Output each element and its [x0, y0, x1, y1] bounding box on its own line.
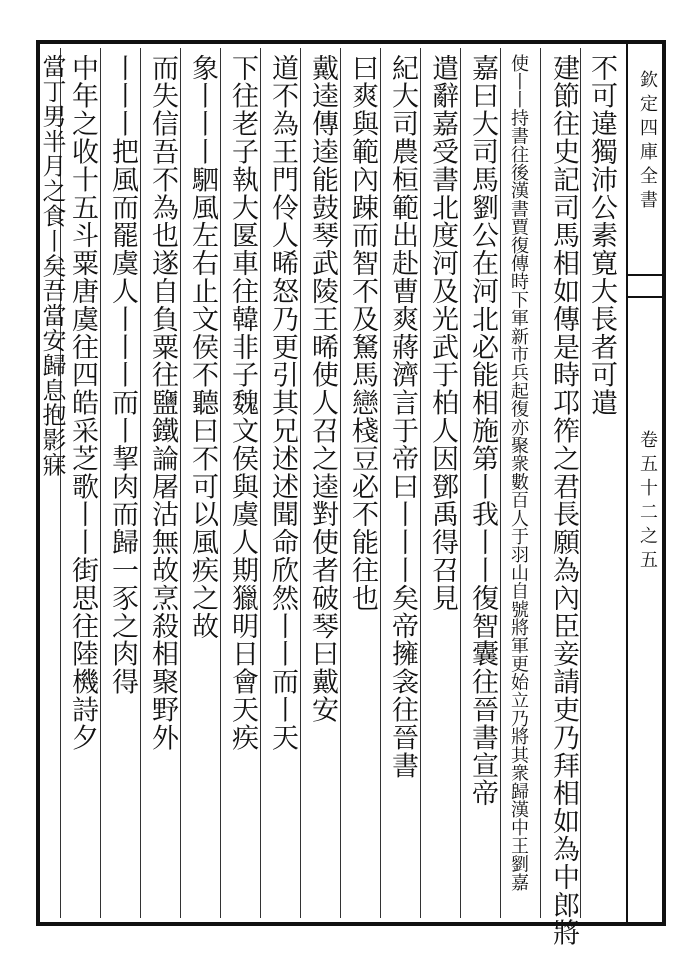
margin-title: 欽定四庫全書 [637, 70, 658, 214]
text-column-13: 丨丨丨把風而罷虞人丨丨丨而丨挈肉而歸一豕之肉得 [107, 54, 138, 696]
text-column-11: 象丨丨丨駟風左右止文侯不聽曰不可以風疾之故 [187, 54, 218, 640]
margin-strip [626, 40, 666, 926]
text-column-5: 遣辭嘉受書北度河及光武于柏人因鄧禹得召見 [427, 54, 458, 612]
column-rule [100, 48, 101, 918]
text-column-10: 下往老子執大匽車往韓非子魏文侯與虞人期獵明日會天疾 [227, 54, 258, 752]
text-column-15: 當丁男半月之食丨矣吾當安歸息抱影寐 [38, 54, 66, 478]
column-rule [340, 48, 341, 918]
column-rule [180, 48, 181, 918]
column-rule [380, 48, 381, 918]
text-column-4: 嘉曰大司馬劉公在河北必能相施第丨我丨丨復智囊往晉書宣帝 [467, 54, 498, 808]
text-column-2: 建節往史記司馬相如傳是時邛筰之君長願為內臣妾請吏乃拜相如為中郎將 [548, 54, 579, 947]
column-rule [140, 48, 141, 918]
column-rule [420, 48, 421, 918]
column-rule [460, 48, 461, 918]
column-rule [580, 48, 581, 918]
margin-band-upper [628, 274, 666, 276]
column-rule [540, 48, 541, 918]
text-column-8: 戴逵傳逵能鼓琴武陵王晞使人召之逵對使者破琴曰戴安 [307, 54, 338, 724]
column-rule [500, 48, 501, 918]
margin-volume: 卷五十二之五 [637, 430, 658, 574]
text-column-14: 中年之收十五斗粟唐虞往四皓采芝歌丨丨街思往陸機詩夕 [67, 54, 98, 752]
column-rule [260, 48, 261, 918]
text-column-6: 紀大司農桓範出赴曹爽蔣濟言于帝曰丨丨丨矣帝擁衾往晉書 [387, 54, 418, 780]
text-column-9: 道不為王門伶人晞怒乃更引其兄述述聞命欣然丨丨而丨天 [267, 54, 298, 752]
text-column-7: 曰爽與範內踈而智不及駑馬戀棧豆必不能往也 [347, 54, 378, 612]
column-rule [300, 48, 301, 918]
text-column-1: 不可違獨沛公素寛大長者可遣 [586, 54, 617, 417]
text-column-12: 而失信吾不為也遂自負粟往鹽鐵論屠沽無故烹殺相聚野外 [147, 54, 178, 752]
margin-band-lower [628, 296, 666, 298]
text-column-3: 使丨丨持書往後漢書賈復傳時下軍新市兵起復亦聚衆數百人于羽山自號將軍更始立乃將其衆歸漢中王劉嘉 [508, 54, 529, 892]
column-rule [220, 48, 221, 918]
